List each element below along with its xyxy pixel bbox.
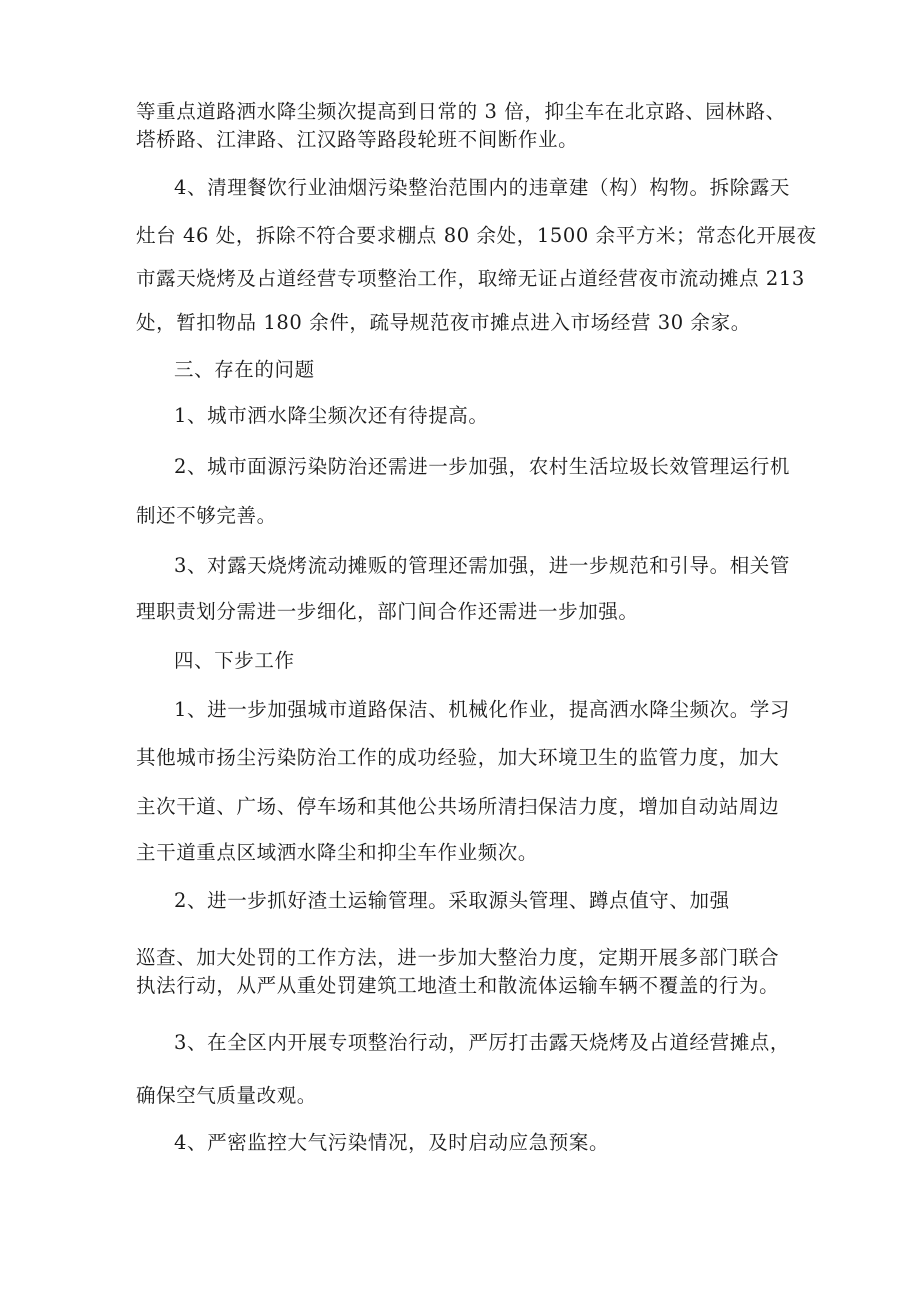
text-line: 2、城市面源污染防治还需进一步加强，农村生活垃圾长效管理运行机	[174, 455, 791, 478]
text-line: 确保空气质量改观。	[136, 1084, 317, 1107]
text-line: 塔桥路、江津路、江汉路等路段轮班不间断作业。	[136, 128, 579, 151]
text-line: 等重点道路洒水降尘频次提高到日常的 3 倍，抑尘车在北京路、园林路、	[136, 100, 786, 123]
text-line: 执法行动，从严从重处罚建筑工地渣土和散流体运输车辆不覆盖的行为。	[136, 974, 780, 997]
text-line: 制还不够完善。	[136, 504, 277, 527]
text-line: 其他城市扬尘污染防治工作的成功经验，加大环境卫生的监管力度，加大	[136, 746, 780, 769]
text-line: 4、清理餐饮行业油烟污染整治范围内的违章建（构）构物。拆除露天	[174, 176, 791, 199]
text-line: 理职责划分需进一步细化，部门间合作还需进一步加强。	[136, 600, 639, 623]
text-line: 处，暂扣物品 180 余件，疏导规范夜市摊点进入市场经营 30 余家。	[136, 311, 751, 334]
text-line: 1、城市洒水降尘频次还有待提高。	[174, 404, 489, 427]
text-line: 主次干道、广场、停车场和其他公共场所清扫保洁力度，增加自动站周边	[136, 795, 780, 818]
section-heading: 四、下步工作	[174, 649, 295, 672]
text-line: 3、在全区内开展专项整治行动，严厉打击露天烧烤及占道经营摊点，	[174, 1031, 791, 1054]
text-line: 市露天烧烤及占道经营专项整治工作，取缔无证占道经营夜市流动摊点 213	[136, 267, 805, 290]
text-line: 主干道重点区域洒水降尘和抑尘车作业频次。	[136, 841, 539, 864]
section-heading: 三、存在的问题	[174, 358, 315, 381]
text-line: 2、进一步抓好渣土运输管理。采取源头管理、蹲点值守、加强	[174, 889, 730, 912]
text-line: 1、进一步加强城市道路保洁、机械化作业，提高洒水降尘频次。学习	[174, 698, 791, 721]
text-line: 巡查、加大处罚的工作方法，进一步加大整治力度，定期开展多部门联合	[136, 946, 780, 969]
text-line: 4、严密监控大气污染情况，及时启动应急预案。	[174, 1131, 610, 1154]
text-line: 3、对露天烧烤流动摊贩的管理还需加强，进一步规范和引导。相关管	[174, 554, 791, 577]
text-line: 灶台 46 处，拆除不符合要求棚点 80 余处，1500 余平方米；常态化开展夜	[136, 224, 817, 247]
